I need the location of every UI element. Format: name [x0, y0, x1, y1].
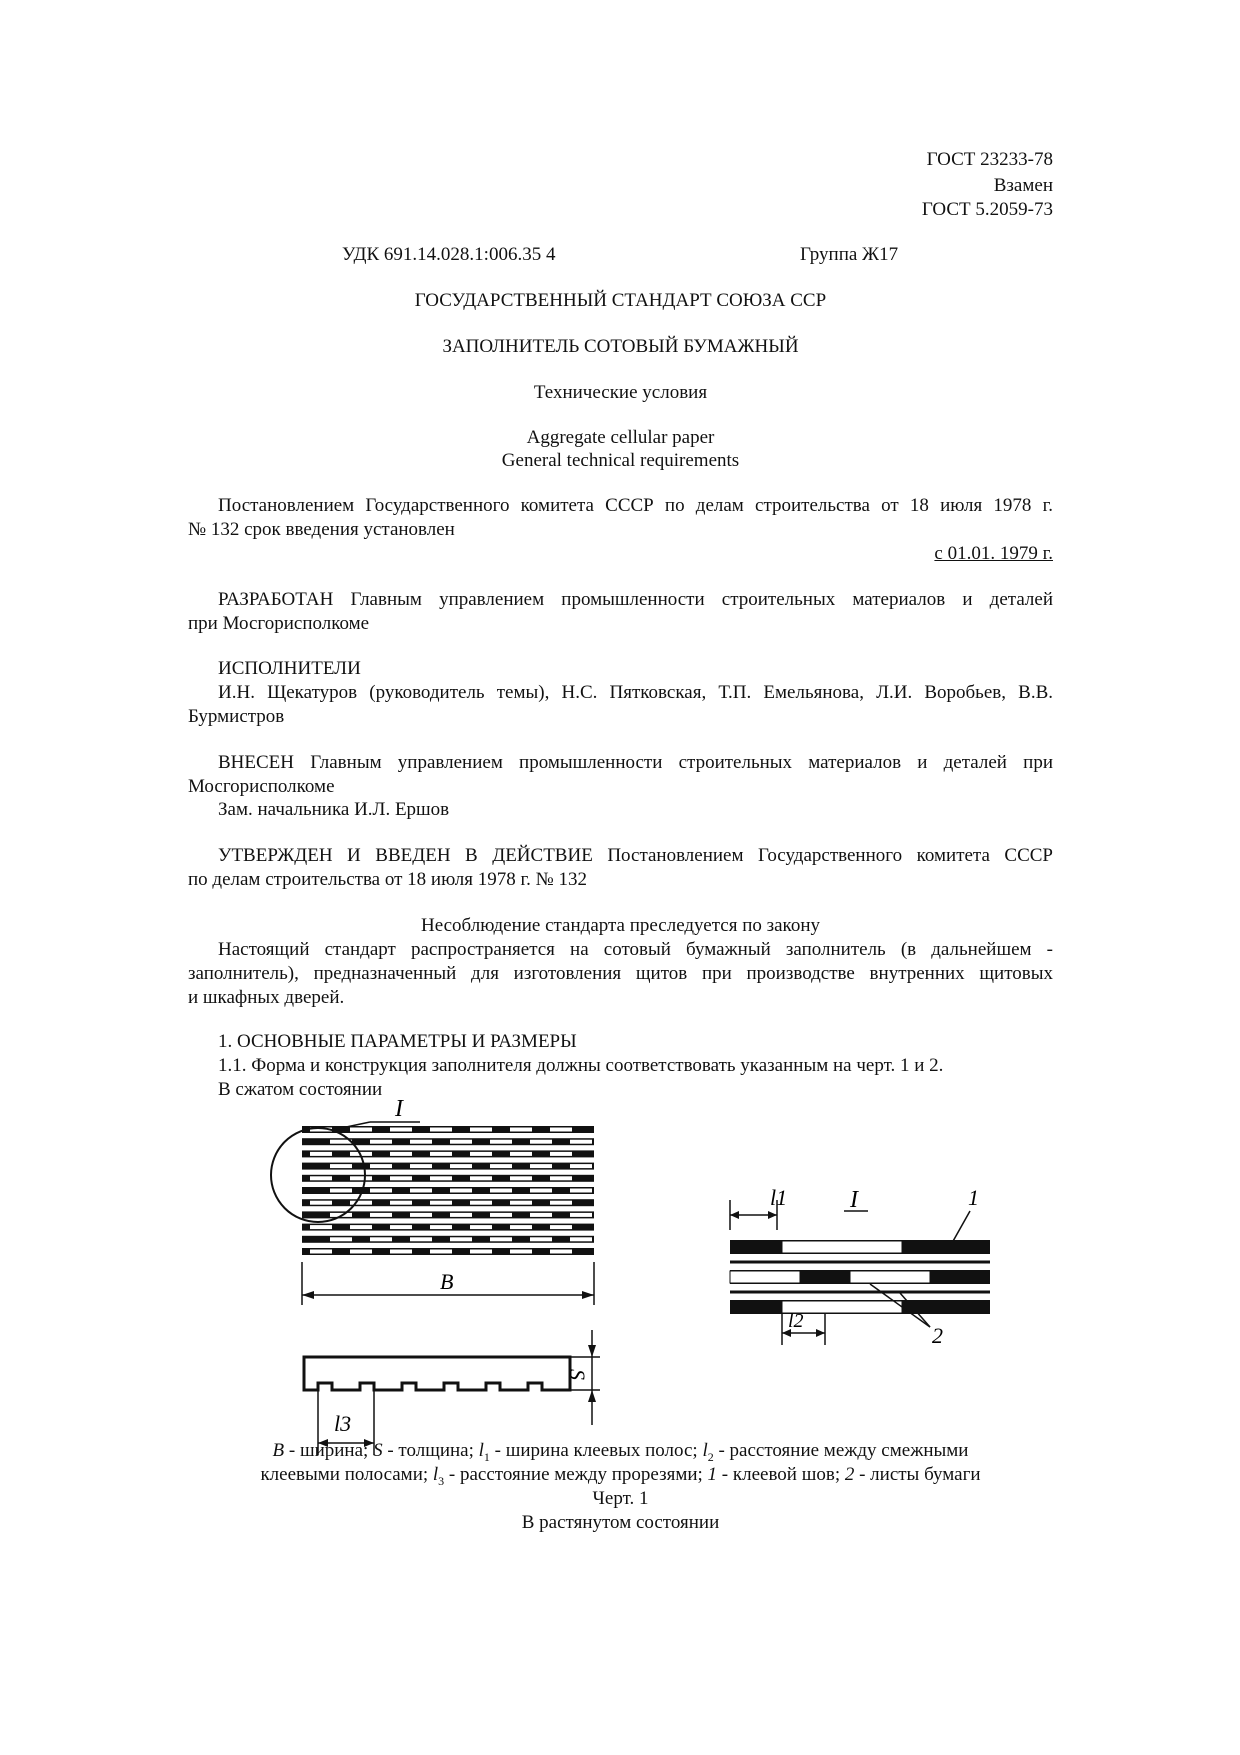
- honeycomb-cell: [410, 1237, 432, 1241]
- approved-line-1: УТВЕРЖДЕН И ВВЕДЕН В ДЕЙСТВИЕ Постановлением Государственного комитета СССР: [218, 845, 1053, 866]
- caption-B: B: [272, 1440, 285, 1461]
- caption-text: - листы бумаги: [854, 1464, 981, 1485]
- honeycomb-cell: [530, 1189, 552, 1193]
- honeycomb-cell: [350, 1201, 372, 1205]
- caption-l2: l: [702, 1440, 708, 1461]
- detail-I-drawing: [720, 1175, 1020, 1355]
- compressed-state-label: В сжатом состоянии: [218, 1079, 383, 1100]
- honeycomb-cell: [470, 1201, 492, 1205]
- group-code: Группа Ж17: [800, 244, 899, 265]
- caption-l1: l: [478, 1440, 484, 1461]
- honeycomb-cell: [430, 1250, 452, 1254]
- honeycomb-cell: [430, 1152, 452, 1156]
- detail-label-I: I: [395, 1096, 403, 1122]
- honeycomb-cell: [330, 1164, 352, 1168]
- replaces-label: Взамен: [993, 175, 1053, 196]
- honeycomb-cell: [350, 1176, 372, 1180]
- caption-text: - ширина;: [284, 1440, 374, 1461]
- developed-line-2: при Мосгорисполкоме: [188, 613, 370, 634]
- honeycomb-cell: [390, 1250, 412, 1254]
- honeycomb-cell: [570, 1189, 592, 1193]
- honeycomb-cell: [550, 1250, 572, 1254]
- caption-sub: 3: [438, 1473, 445, 1488]
- honeycomb-cell: [450, 1140, 472, 1144]
- honeycomb-cell: [430, 1201, 452, 1205]
- submitted-line-1: ВНЕСЕН Главным управлением промышленности строительных материалов и деталей при: [218, 752, 1053, 773]
- replaced-gost: ГОСТ 5.2059-73: [921, 199, 1053, 220]
- honeycomb-cell: [310, 1152, 332, 1156]
- effective-date: с 01.01. 1979 г.: [934, 543, 1053, 564]
- caption-text: - расстояние между прорезями;: [444, 1464, 708, 1485]
- dimension-l1: l1: [770, 1185, 788, 1210]
- caption-text: - ширина клеевых полос;: [489, 1440, 703, 1461]
- honeycomb-cell: [390, 1152, 412, 1156]
- honeycomb-cell: [530, 1140, 552, 1144]
- law-notice: Несоблюдение стандарта преследуется по закону: [421, 915, 820, 936]
- honeycomb-cell: [410, 1164, 432, 1168]
- honeycomb-cell: [370, 1213, 392, 1217]
- caption-sub: 2: [707, 1449, 714, 1464]
- caption-sub: 1: [483, 1449, 490, 1464]
- honeycomb-cell: [490, 1237, 512, 1241]
- deputy-head: Зам. начальника И.Л. Ершов: [218, 799, 450, 820]
- honeycomb-cell: [510, 1128, 532, 1132]
- honeycomb-cell: [410, 1140, 432, 1144]
- performers-line-2: Бурмистров: [188, 706, 285, 727]
- caption-2: 2: [844, 1464, 855, 1485]
- honeycomb-cell: [470, 1128, 492, 1132]
- honeycomb-cell: [570, 1237, 592, 1241]
- caption-text: клеевыми полосами;: [260, 1464, 433, 1485]
- caption-l3: l: [432, 1464, 439, 1485]
- honeycomb-cell: [510, 1250, 532, 1254]
- callout-1: 1: [968, 1185, 979, 1210]
- honeycomb-cell: [450, 1213, 472, 1217]
- state-standard-title: ГОСУДАРСТВЕННЫЙ СТАНДАРТ СОЮЗА ССР: [414, 290, 827, 311]
- honeycomb-cell: [510, 1225, 532, 1229]
- honeycomb-cell: [470, 1176, 492, 1180]
- honeycomb-cell: [410, 1213, 432, 1217]
- dimension-B: B: [440, 1269, 454, 1294]
- decree-line-2: № 132 срок введения установлен: [188, 519, 455, 540]
- compressed-honeycomb-drawing: [270, 1090, 610, 1310]
- honeycomb-cell: [410, 1189, 432, 1193]
- detail-title-I: I: [850, 1187, 858, 1213]
- honeycomb-cell: [390, 1128, 412, 1132]
- honeycomb-cell: [530, 1237, 552, 1241]
- honeycomb-cell: [450, 1237, 472, 1241]
- profile-outline: [304, 1357, 570, 1390]
- caption-text: - расстояние между смежными: [713, 1440, 969, 1461]
- caption-text: - клеевой шов;: [717, 1464, 845, 1485]
- honeycomb-cell: [310, 1201, 332, 1205]
- honeycomb-cell: [470, 1225, 492, 1229]
- honeycomb-cell: [550, 1128, 572, 1132]
- honeycomb-cell: [550, 1152, 572, 1156]
- honeycomb-cell: [470, 1152, 492, 1156]
- udk-code: УДК 691.14.028.1:006.35 4: [342, 244, 556, 265]
- english-subtitle: General technical requirements: [501, 450, 740, 471]
- honeycomb-cell: [470, 1250, 492, 1254]
- caption-S: S: [373, 1440, 383, 1461]
- scope-line-1: Настоящий стандарт распространяется на сотовый бумажный заполнитель (в дальнейшем -: [218, 939, 1053, 960]
- honeycomb-cell: [350, 1225, 372, 1229]
- honeycomb-cell: [350, 1128, 372, 1132]
- honeycomb-cell: [530, 1164, 552, 1168]
- honeycomb-cell: [330, 1189, 352, 1193]
- submitted-line-2: Мосгорисполкоме: [188, 776, 335, 797]
- honeycomb-cell: [490, 1140, 512, 1144]
- dimension-S: S: [565, 1369, 590, 1380]
- english-title: Aggregate cellular paper: [526, 427, 715, 448]
- caption-text: - толщина;: [382, 1440, 479, 1461]
- honeycomb-cell: [370, 1189, 392, 1193]
- figure-number: Черт. 1: [592, 1488, 649, 1509]
- conditions-title: Технические условия: [533, 382, 708, 403]
- honeycomb-cell: [570, 1164, 592, 1168]
- honeycomb-cell: [570, 1140, 592, 1144]
- scope-line-3: и шкафных дверей.: [188, 987, 345, 1008]
- honeycomb-cell: [490, 1164, 512, 1168]
- honeycomb-cell: [510, 1152, 532, 1156]
- decree-line-1: Постановлением Государственного комитета СССР по делам строительства от 18 июля 1978 г.: [218, 495, 1053, 516]
- developed-line-1: РАЗРАБОТАН Главным управлением промышленности строительных материалов и деталей: [218, 589, 1053, 610]
- honeycomb-cell: [330, 1237, 352, 1241]
- honeycomb-cell: [490, 1213, 512, 1217]
- honeycomb-cell: [550, 1201, 572, 1205]
- scope-line-2: заполнитель), предназначенный для изготовления щитов при производстве внутренних щитовых: [188, 963, 1053, 984]
- honeycomb-cell: [370, 1237, 392, 1241]
- honeycomb-cell: [390, 1225, 412, 1229]
- honeycomb-cell: [490, 1189, 512, 1193]
- honeycomb-cell: [310, 1250, 332, 1254]
- honeycomb-cell: [310, 1176, 332, 1180]
- honeycomb-cell: [430, 1225, 452, 1229]
- honeycomb-cell: [450, 1189, 472, 1193]
- honeycomb-cell: [390, 1176, 412, 1180]
- performers-line-1: И.Н. Щекатуров (руководитель темы), Н.С. Пятковская, Т.П. Емельянова, Л.И. Воробьев, В.В.: [218, 682, 1053, 703]
- performers-title: ИСПОЛНИТЕЛИ: [218, 658, 361, 679]
- caption-1: 1: [707, 1464, 718, 1485]
- stretched-state-label: В растянутом состоянии: [521, 1512, 720, 1533]
- honeycomb-cell: [550, 1225, 572, 1229]
- honeycomb-cell: [390, 1201, 412, 1205]
- honeycomb-cell: [530, 1213, 552, 1217]
- dimension-l3: l3: [334, 1411, 352, 1436]
- callout-2: 2: [932, 1323, 943, 1348]
- honeycomb-cell: [570, 1213, 592, 1217]
- honeycomb-cell: [550, 1176, 572, 1180]
- honeycomb-cell: [370, 1140, 392, 1144]
- honeycomb-cell: [370, 1164, 392, 1168]
- honeycomb-cell: [310, 1225, 332, 1229]
- honeycomb-cell: [510, 1176, 532, 1180]
- honeycomb-cell: [510, 1201, 532, 1205]
- honeycomb-cell: [430, 1128, 452, 1132]
- dimension-l2: l2: [788, 1310, 804, 1332]
- honeycomb-cell: [350, 1250, 372, 1254]
- product-title: ЗАПОЛНИТЕЛЬ СОТОВЫЙ БУМАЖНЫЙ: [442, 336, 799, 357]
- section-1-title: 1. ОСНОВНЫЕ ПАРАМЕТРЫ И РАЗМЕРЫ: [218, 1031, 577, 1052]
- honeycomb-cell: [450, 1164, 472, 1168]
- approved-line-2: по делам строительства от 18 июля 1978 г. № 132: [188, 869, 588, 890]
- clause-1-1: 1.1. Форма и конструкция заполнителя должны соответствовать указанным на черт. 1 и 2.: [218, 1055, 944, 1076]
- gost-number: ГОСТ 23233-78: [926, 149, 1053, 170]
- honeycomb-cell: [430, 1176, 452, 1180]
